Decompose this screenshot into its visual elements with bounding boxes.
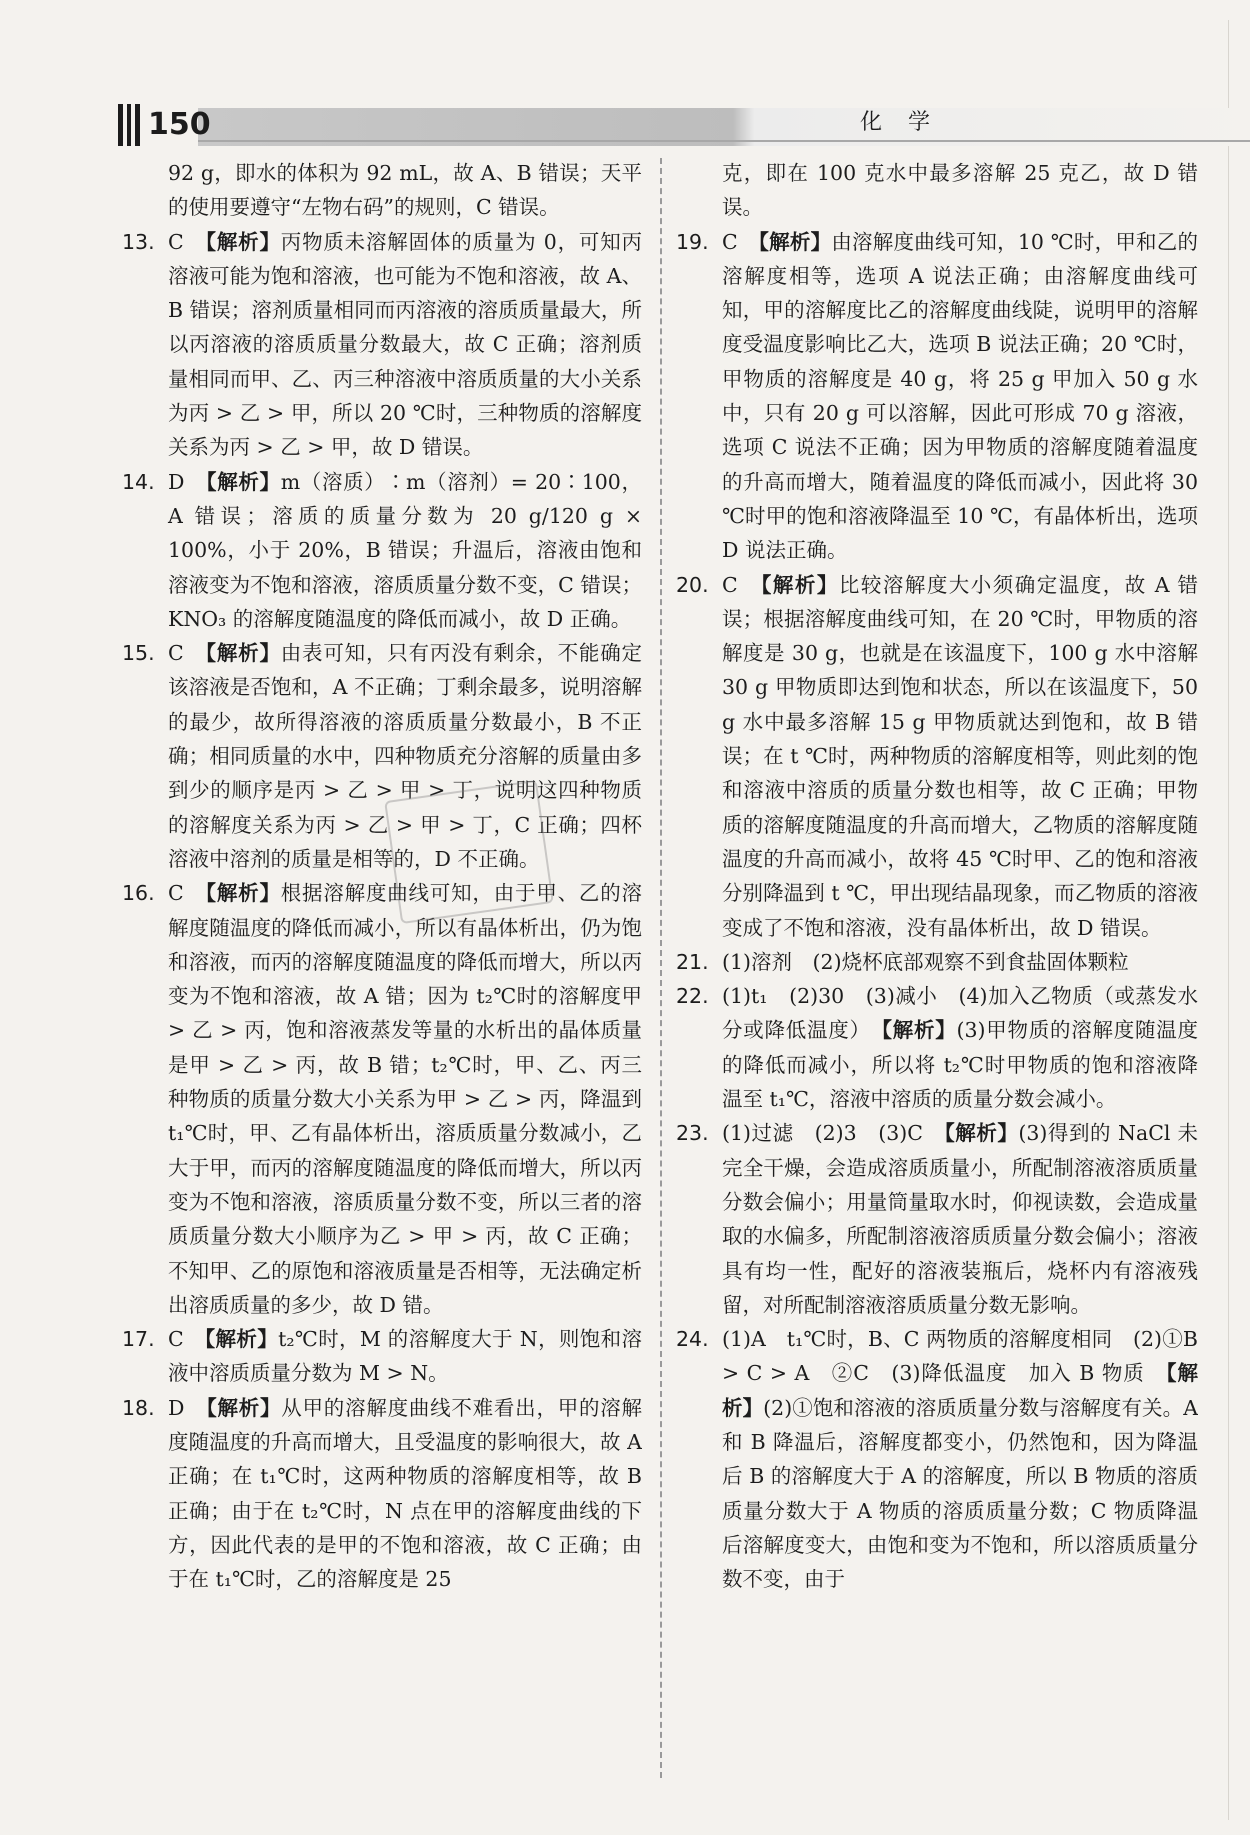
right-column [676, 156, 1198, 1776]
analysis-label: 【解析】 [204, 1327, 279, 1352]
answer-item [122, 465, 642, 636]
answer-choice: C [722, 229, 759, 254]
answer-item [676, 1322, 1198, 1596]
analysis-label: 【解析】 [205, 229, 281, 254]
answer-text: 比较溶解度大小须确定温度，故 A 错误；根据溶解度曲线可知，在 20 ℃时，甲物质的溶解度是 30 g，也就是在该温度下，100 g 水中溶解 30 g 甲物质即达到饱和状态，所以在该温度下，50 g 水中最多溶解 15 g 甲物质就达到饱和，故 B 错误；在 t ℃时，两种物质的溶解度相等，则此刻的饱和溶液中溶质的质量分数也相等，故 C 正确；甲物质的溶解度随温度的升高而增大，乙物质的溶解度随温度的升高而减小，故将 45 ℃时甲、乙的饱和溶液分别降温到 t ℃，甲出现结晶现象，而乙物质的溶液变成了不饱和溶液，没有晶体析出，故 D 错误。 [722, 572, 1198, 940]
answer-choice: C [168, 1327, 205, 1352]
subject-title: 化学 [860, 110, 957, 135]
answer-item [676, 156, 1198, 225]
answer-text: (1)溶剂 (2)烧杯底部观察不到食盐固体颗粒 [722, 949, 1129, 974]
answer-choice: C [168, 881, 206, 906]
answer-item [122, 1322, 642, 1391]
answer-text: (3)甲物质的溶解度随温度的降低而减小，所以将 t₂℃时甲物质的饱和溶液降温至 t₁℃，溶液中溶质的质量分数会减小。 [722, 1018, 1198, 1112]
answer-choice: (1)过滤 (2)3 (3)C [722, 1121, 945, 1146]
answer-text: 丙物质未溶解固体的质量为 0，可知丙溶液可能为饱和溶液，也可能为不饱和溶液，故 A、B 错误；溶剂质量相同而丙溶液的溶质质量最大，所以丙溶液的溶质质量分数最大，故 C 正确；溶剂质量相同而甲、乙、丙三种溶液中溶质质量的大小关系为丙 > 乙 > 甲，所以 20 ℃时，三种物质的溶解度关系为丙 > 乙 > 甲，故 D 错误。 [168, 229, 642, 460]
question-number: 22. [676, 984, 709, 1009]
question-number: 17. [122, 1327, 155, 1352]
page-number: 150 [148, 107, 211, 142]
analysis-label: 【解析】 [758, 229, 832, 254]
question-number: 24. [676, 1327, 709, 1352]
answer-choice: C [722, 572, 762, 597]
page-edge-line [1228, 20, 1229, 1820]
question-number: 21. [676, 949, 709, 974]
answer-item [122, 225, 642, 465]
header-rule [198, 140, 1250, 142]
answer-text: 由表可知，只有丙没有剩余，不能确定该溶液是否饱和，A 不正确；丁剩余最多，说明溶解的最少，故所得溶液的溶质质量分数最小，B 不正确；相同质量的水中，四种物质充分溶解的质量由多到少的顺序是丙 > 乙 > 甲 > 丁，说明这四种物质的溶解度关系为丙 > 乙 > 甲 > 丁，C 正确；四杯溶液中溶剂的质量是相等的，D 不正确。 [168, 641, 642, 871]
answer-item [676, 568, 1198, 945]
question-number: 23. [676, 1121, 709, 1146]
question-number: 16. [122, 881, 155, 906]
answer-item [676, 1116, 1198, 1322]
answer-item [676, 945, 1198, 979]
answer-text: 从甲的溶解度曲线不难看出，甲的溶解度随温度的升高而增大，且受温度的影响很大，故 A 正确；在 t₁℃时，这两种物质的溶解度相等，故 B 正确；由于在 t₂℃时，N 点在甲的溶解度曲线的下方，因此代表的是甲的不饱和溶液，故 C 正确；由于在 t₁℃时，乙的溶解度是 25 [168, 1395, 642, 1592]
answer-item [122, 876, 642, 1322]
answer-text: (3)得到的 NaCl 未完全干燥，会造成溶质质量小，所配制溶液溶质质量分数会偏小；用量筒量取水时，仰视读数，会造成量取的水偏多，所配制溶液溶质质量分数会偏小；溶液具有均一性，配好的溶液装瓶后，烧杯内有溶液残留，对所配制溶液溶质质量分数无影响。 [722, 1121, 1198, 1317]
question-number: 18. [122, 1395, 155, 1420]
analysis-label: 【解析】 [761, 572, 839, 597]
left-column [122, 156, 642, 1776]
answer-choice: (1)t₁ (2)30 (3)减小 (4)加入乙物质（或蒸发水分或降低温度） [722, 984, 1198, 1043]
answer-item [122, 636, 642, 876]
answer-text: 92 g，即水的体积为 92 mL，故 A、B 错误；天平的使用要遵守“左物右码”的规则，C 错误。 [168, 161, 642, 220]
answer-item [676, 225, 1198, 568]
answer-choice: D [168, 1395, 207, 1420]
answer-text: t₂℃时，M 的溶解度大于 N，则饱和溶液中溶质质量分数为 M > N。 [168, 1327, 642, 1386]
question-number: 19. [676, 229, 709, 254]
column-divider [660, 158, 662, 1778]
analysis-label: 【解析】 [881, 1018, 957, 1043]
answer-text: 根据溶解度曲线可知，由于甲、乙的溶解度随温度的降低而减小，所以有晶体析出，仍为饱和溶液，而丙的溶解度随温度的降低而增大，所以丙变为不饱和溶液，故 A 错；因为 t₂℃时的溶解度甲 > 乙 > 丙，饱和溶液蒸发等量的水析出的晶体质量是甲 > 乙 > 丙，故 B 错；t₂℃时，甲、乙、丙三种物质的质量分数大小关系为甲 > 乙 > 丙，降温到 t₁℃时，甲、乙有晶体析出，溶质质量分数减小，乙大于甲，而丙的溶解度随温度的降低而增大，所以丙变为不饱和溶液，溶质质量分数不变，所以三者的溶质质量分数大小顺序为乙 > 甲 > 丙，故 C 正确；不知甲、乙的原饱和溶液质量是否相等，无法确定析出溶质质量的多少，故 D 错。 [168, 881, 642, 1317]
answer-choice: (1)A t₁℃时，B、C 两物质的溶解度相同 (2)①B > C > A ②C (3)降低温度 加入 B 物质 [722, 1327, 1198, 1386]
question-number: 20. [676, 572, 709, 597]
question-number: 14. [122, 469, 155, 494]
analysis-label: 【解析】 [205, 641, 281, 666]
answer-text: (2)①饱和溶液的溶质质量分数与溶解度有关。A 和 B 降温后，溶解度都变小，仍然饱和，因为降温后 B 的溶解度大于 A 的溶解度，所以 B 物质的溶质质量分数大于 A 物质的溶质质量分数；C 物质降温后溶解度变大，由饱和变为不饱和，所以溶质质量分数不变，由于 [722, 1395, 1198, 1592]
analysis-label: 【解析】 [206, 469, 281, 494]
answer-choice: C [168, 641, 206, 666]
header-bars-decoration [118, 104, 140, 146]
stamp-watermark [384, 780, 554, 924]
answer-text: m（溶质）∶m（溶剂）= 20∶100，A 错误；溶质的质量分数为 20 g/120 g × 100%，小于 20%，B 错误；升温后，溶液由饱和溶液变为不饱和溶液，溶质质量分数不变，C 错误；KNO₃ 的溶解度随温度的降低而减小，故 D 正确。 [168, 469, 642, 631]
answer-item [122, 1391, 642, 1597]
answer-choice: D [168, 469, 207, 494]
answer-text: 由溶解度曲线可知，10 ℃时，甲和乙的溶解度相等，选项 A 说法正确；由溶解度曲线可知，甲的溶解度比乙的溶解度曲线陡，说明甲的溶解度受温度影响比乙大，选项 B 说法正确；20 ℃时，甲物质的溶解度是 40 g，将 25 g 甲加入 50 g 水中，只有 20 g 可以溶解，因此可形成 70 g 溶液，选项 C 说法不正确；因为甲物质的溶解度随着温度的升高而增大，随着温度的降低而减小，因此将 30 ℃时甲的饱和溶液降温至 10 ℃，有晶体析出，选项 D 说法正确。 [722, 229, 1198, 563]
question-number: 15. [122, 641, 155, 666]
answer-item [676, 979, 1198, 1116]
analysis-label: 【解析】 [944, 1121, 1019, 1146]
analysis-label: 【解析】 [205, 881, 281, 906]
analysis-label: 【解析】 [722, 1361, 1198, 1420]
answer-choice: C [168, 229, 206, 254]
answer-text: 克，即在 100 克水中最多溶解 25 克乙，故 D 错误。 [722, 161, 1198, 220]
answer-item [122, 156, 642, 225]
analysis-label: 【解析】 [206, 1395, 282, 1420]
question-number: 13. [122, 229, 155, 254]
